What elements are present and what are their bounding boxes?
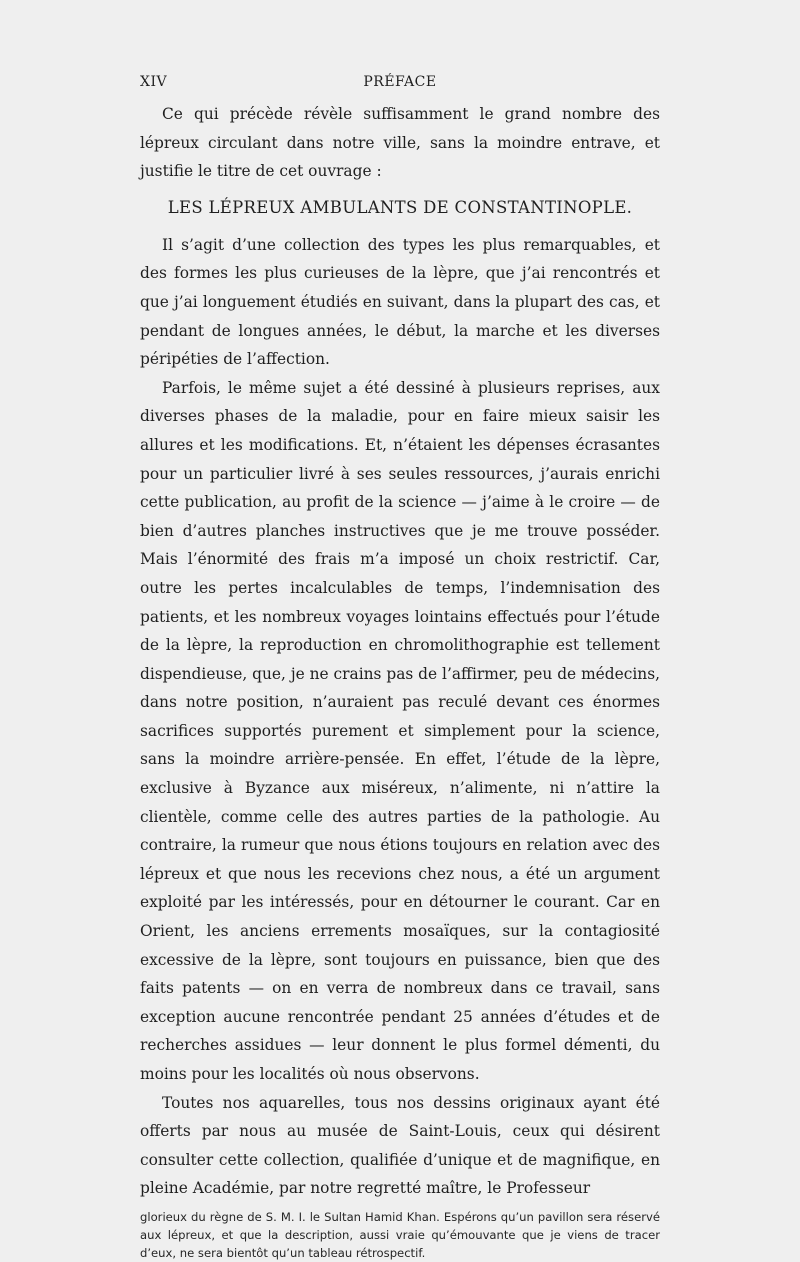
footnote-text: glorieux du règne de S. M. I. le Sultan Hamid Khan. Espérons qu’un pavillon sera réservé aux lépreux, et que la description, aussi vraie qu’émouvante que je viens de tracer d’eux, ne sera bientôt qu’un tableau rétrospectif.	[140, 1209, 660, 1260]
body-text	[140, 100, 660, 1262]
book-title: LES LÉPREUX AMBULANTS DE CONSTANTINOPLE.	[167, 197, 633, 217]
paragraph-costs: Parfois, le même sujet a été dessiné à plusieurs reprises, aux diverses phases de la maladie, pour en faire mieux saisir les allures et les modifications. Et, n’étaient les dépenses écrasantes pour un particulier livré à ses seules ressources, j’aurais enrichi cette publication, au profit de la science — j’aime à le croire — de bien d’autres planches instructives que je me trouve posséder. Mais l’énormité des frais m’a imposé un choix restrictif. Car, outre les pertes incalculables de temps, l’indemnisation des patients, et les nombreux voyages lointains effectués pour l’étude de la lèpre, la reproduction en chromolithographie est tellement dispendieuse, que, je ne crains pas de l’affirmer, peu de médecins, dans notre position, n’auraient pas reculé devant ces énormes sacrifices supportés purement et simplement pour la science, sans la moindre arrière-pensée. En effet, l’étude de la lèpre, exclusive à Byzance aux miséreux, n’alimente, ni n’attire la clientèle, comme celle des autres parties de la pathologie. Au contraire, la rumeur que nous étions toujours en relation avec des lépreux et que nous les recevions chez nous, a été un argument exploité par les intéressés, pour en détourner le courant. Car en Orient, les anciens errements mosaïques, sur la contagiosité excessive de la lèpre, sont toujours en puissance, bien que des faits patents — on en verra de nombreux dans ce travail, sans exception aucune rencontrée pendant 25 années d’études et de recherches assidues — leur donnent le plus formel démenti, du moins pour les localités où nous observons.	[140, 378, 660, 1083]
page-number: XIV	[140, 74, 168, 90]
paragraph-watercolors: Toutes nos aquarelles, tous nos dessins originaux ayant été offerts par nous au musée de Saint-Louis, ceux qui désirent consulter cette collection, qualifiée d’unique et de magnifique, en pleine Académie, par notre regretté maître, le Professeur	[140, 1093, 660, 1198]
paragraph-intro: Ce qui précède révèle suffisamment le grand nombre des lépreux circulant dans notre ville, sans la moindre entrave, et justifie le titre de cet ouvrage :	[140, 105, 660, 181]
paragraph-collection: Il s’agit d’une collection des types les plus remarquables, et des formes les plus curieuses de la lèpre, que j’ai rencontrés et que j’ai longuement étudiés en suivant, dans la plupart des cas, et pendant de longues années, le début, la marche et les diverses péripéties de l’affection.	[140, 235, 660, 369]
section-title: PRÉFACE	[363, 74, 437, 90]
running-head	[140, 74, 660, 94]
